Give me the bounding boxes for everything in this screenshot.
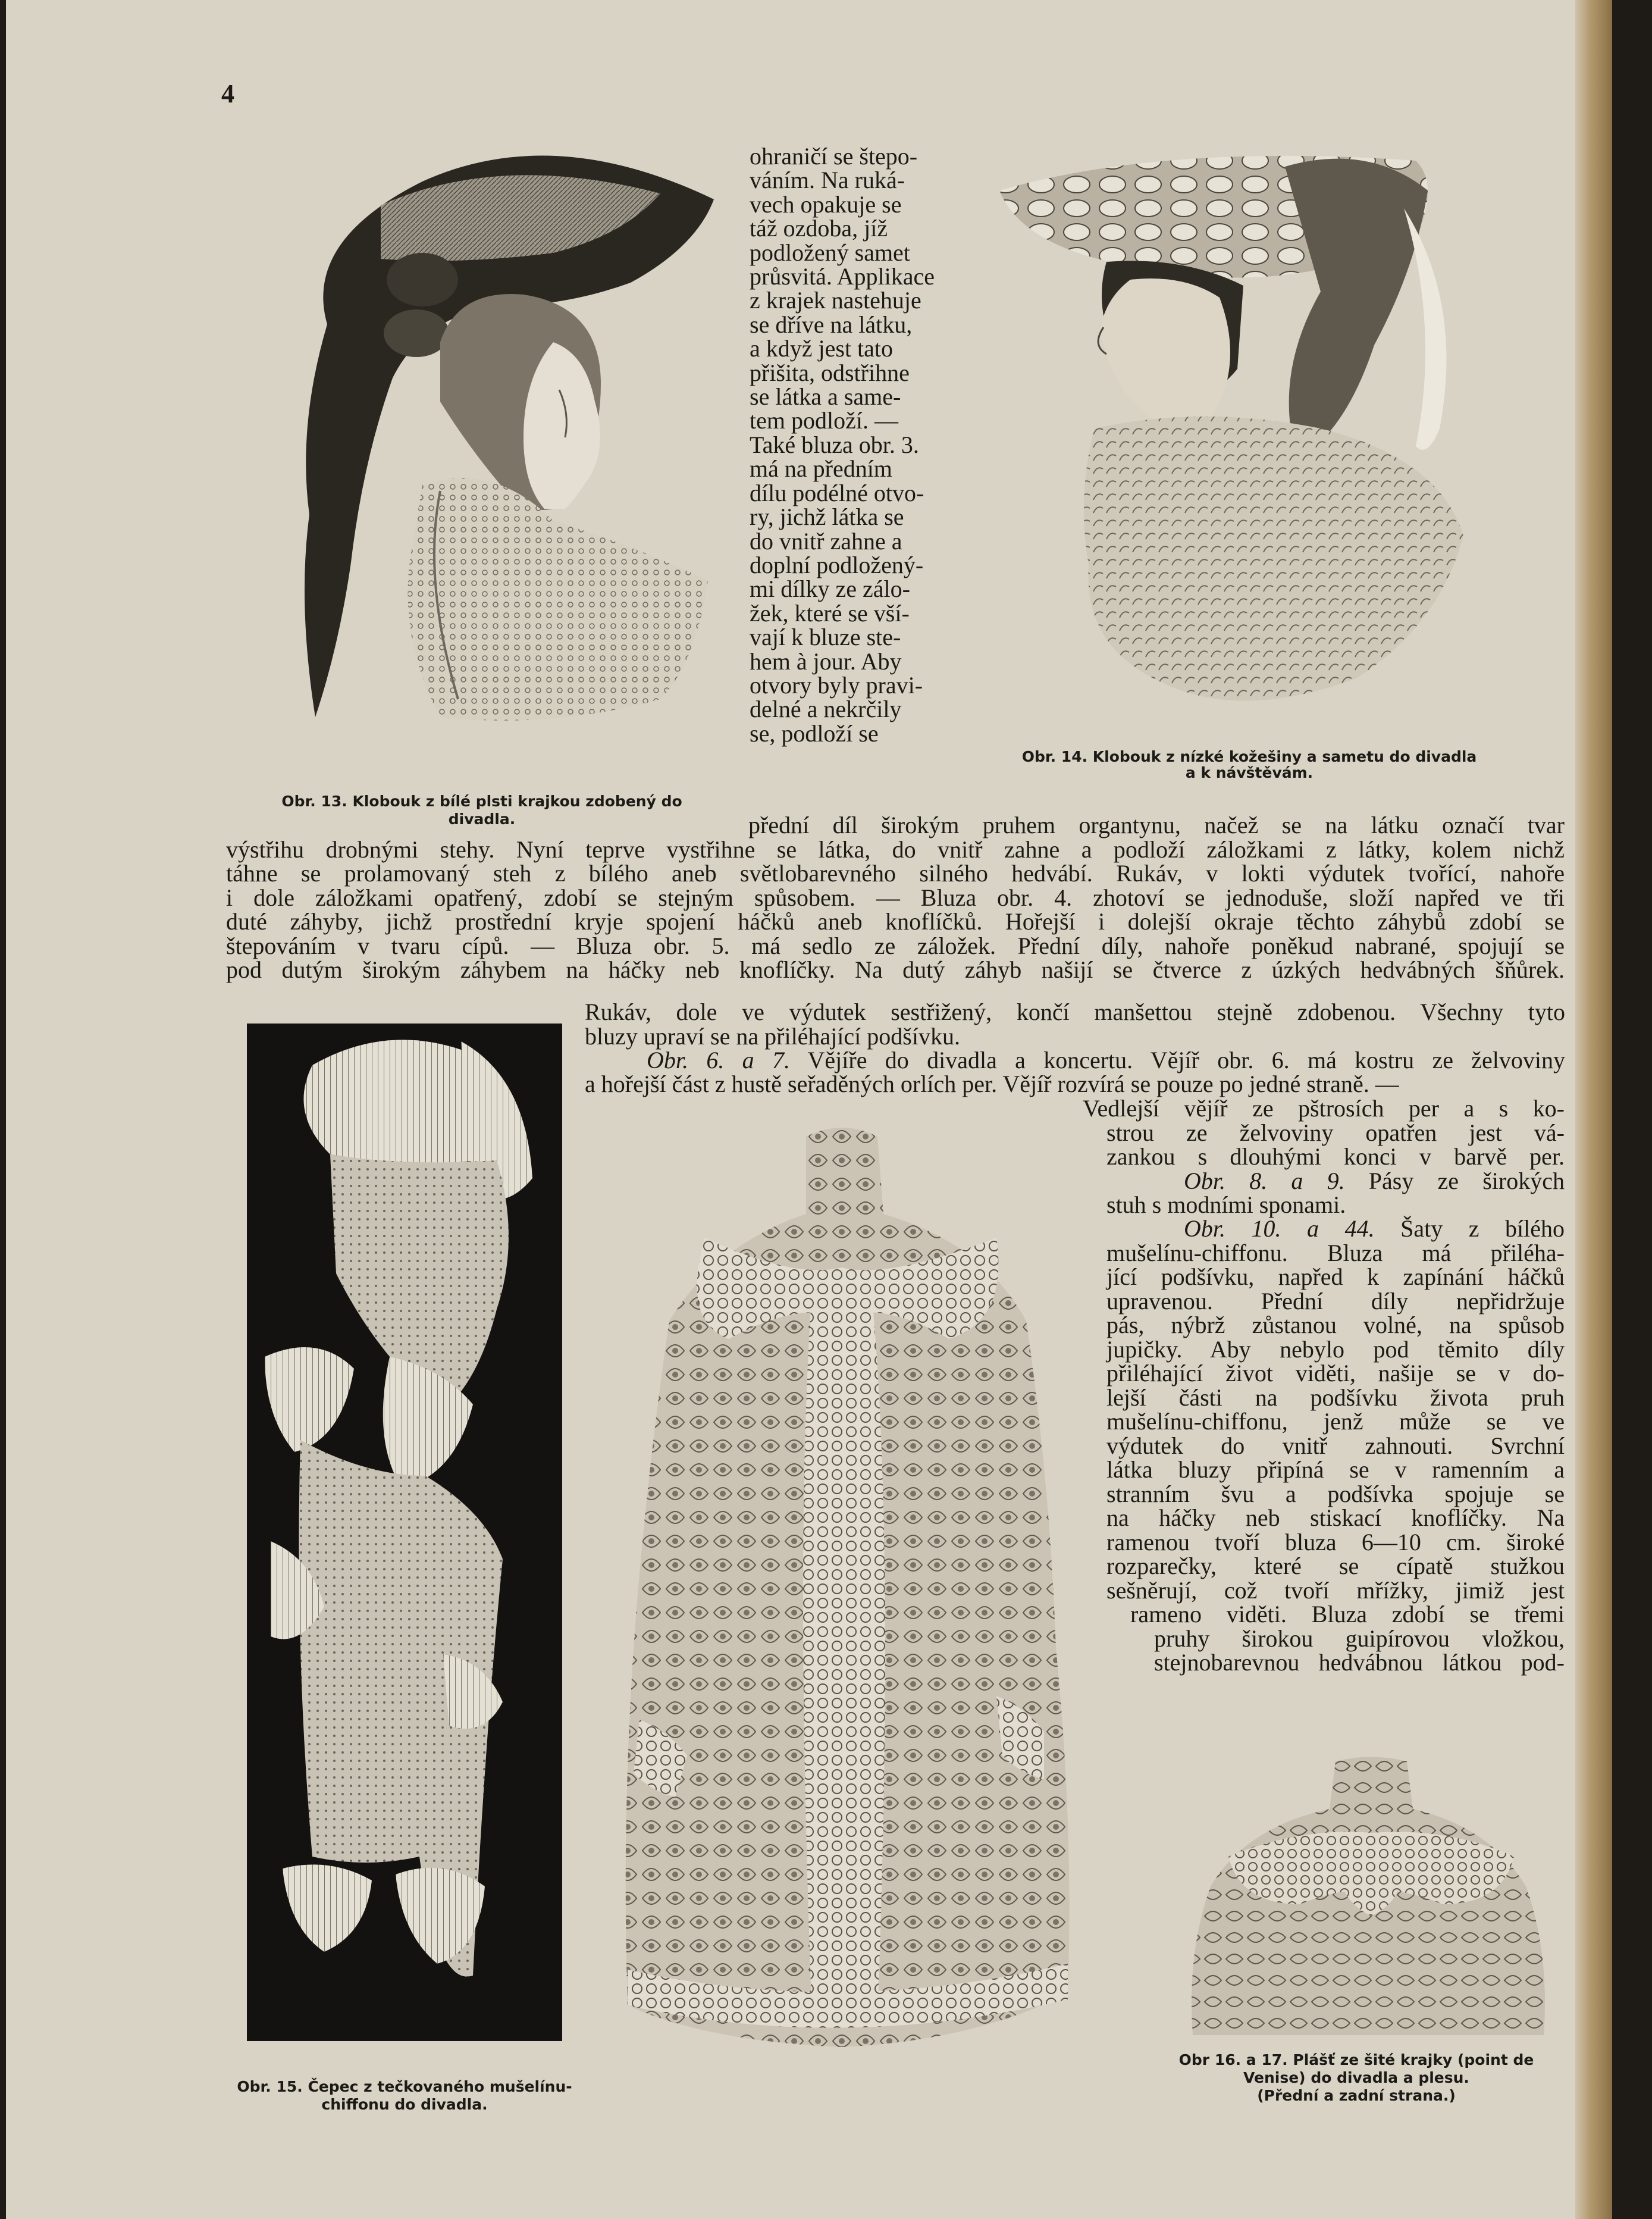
- text-line: stuh s modními sponami.: [1106, 1191, 1346, 1218]
- text-line: pod dutým širokým záhybem na háčky neb knoflíčky. Na dutý záhyb našijí se čtverce z úzkých hedvábných šňůrek.: [226, 956, 1565, 983]
- text-line: [1184, 1217, 1565, 1241]
- text-line: se látka a same-: [750, 383, 901, 411]
- text-line: táž ozdoba, jíž: [750, 215, 888, 242]
- text-line: pruhy širokou guipírovou vložkou,: [1154, 1625, 1565, 1652]
- text-line: ohraničí se štepo-: [750, 143, 918, 170]
- page-sheet: [6, 0, 1612, 2219]
- fig16-caption-line1: Obr 16. a 17. Plášť ze šité krajky (point de: [1178, 2051, 1534, 2068]
- right-text-column: [1083, 1097, 1565, 1675]
- fig13-caption: Obr. 13. Klobouk z bílé plsti krajkou zdobený do divadla.: [281, 793, 682, 828]
- text-line: štepováním v tvaru cípů. — Bluza obr. 5. má sedlo ze záložek. Přední díly, nahoře poněkud nabrané, spojují se: [226, 932, 1565, 959]
- fig15-caption-line2: chiffonu do divadla.: [321, 2096, 488, 2113]
- hat-13-illustration: [244, 128, 714, 741]
- text-line: [647, 1046, 1565, 1073]
- text-line: mušelínu-chiffonu. Bluza má přiléha-: [1106, 1239, 1565, 1266]
- fig14-caption-line2: a k návštěvám.: [1185, 764, 1314, 781]
- text-line: a hořejší část z hustě seřaděných orlích per. Vějíř rozvírá se pouze po jedné straně. —: [585, 1071, 1399, 1098]
- text-line: sešněrují, což tvoří mřížky, jimiž jest: [1106, 1576, 1565, 1604]
- top-text-column: [750, 145, 952, 746]
- text-line: dílu podélné otvo-: [750, 479, 924, 506]
- text-line: Vedlejší vějíř ze pštrosích per a s ko-: [1083, 1095, 1565, 1122]
- text-line: se, podloží se: [750, 719, 879, 747]
- figure-reference: Obr. 6. a 7.: [647, 1046, 790, 1073]
- text-line: pás, nýbrž zůstanou volné, na spůsob: [1106, 1312, 1565, 1339]
- text-line: stranním švu a podšívka spojuje se: [1106, 1480, 1565, 1507]
- text-line: otvory byly pravi-: [750, 671, 923, 699]
- text-line: průsvitá. Applikace: [750, 263, 935, 290]
- text-line: ry, jichž látka se: [750, 503, 904, 531]
- middle-text-block: [585, 1000, 1565, 1097]
- text-line: mi dílky ze zálo-: [750, 575, 910, 603]
- text-line: zankou s dlouhými konci v barvě per.: [1106, 1143, 1565, 1170]
- text-line: jupičky. Aby nebylo pod těmito díly: [1106, 1335, 1565, 1363]
- bonnet-15-illustration: [247, 1024, 562, 2041]
- text-line: lejší části na podšívku života pruh: [1106, 1384, 1565, 1411]
- figure-reference: Obr. 8. a 9.: [1184, 1167, 1345, 1194]
- text-line: vech opakuje se: [750, 190, 902, 218]
- text-line: ramenou tvoří bluza 6—10 cm. široké: [1106, 1528, 1565, 1556]
- book-page-edge: [1575, 0, 1612, 2219]
- fig16-caption-line2: Venise) do divadla a plesu.: [1243, 2069, 1469, 2086]
- fig15-caption-line1: Obr. 15. Čepec z tečkovaného mušelínu-: [237, 2078, 572, 2095]
- text-line: Také bluza obr. 3.: [750, 431, 919, 458]
- text-line: táhne se prolamovaný steh z bílého aneb světlobarevného silného hedvábí. Rukáv, v lokti výdutek tvořící, nahoře: [226, 860, 1565, 887]
- text-line: na háčky neb stiskací knoflíčky. Na: [1106, 1504, 1565, 1532]
- text-line: jící podšívku, napřed k zapínání háčků: [1106, 1263, 1565, 1291]
- text-line: se dříve na látku,: [750, 311, 913, 338]
- text-line: upravenou. Přední díly nepřidržuje: [1106, 1287, 1565, 1315]
- text-line: duté záhyby, jichž prostřední kryje spojení háčků aneb knoflíčků. Hořejší i dolejší okraje těchto záhybů zdobí se: [226, 908, 1565, 935]
- text-run: Šaty z bílého: [1374, 1215, 1565, 1242]
- text-line: přiléhající život viděti, našije se v do-: [1106, 1360, 1565, 1387]
- text-line: látka bluzy připíná se v ramenním a: [1106, 1456, 1565, 1483]
- wide-text-block: [226, 813, 1565, 982]
- text-line: do vnitř zahne a: [750, 527, 902, 555]
- figure-reference: Obr. 10. a 44.: [1184, 1215, 1375, 1242]
- text-line: rozparečky, které se cípatě stužkou: [1106, 1553, 1565, 1580]
- text-line: rameno viděti. Bluza zdobí se třemi: [1130, 1601, 1565, 1628]
- text-line: bluzy upraví se na přiléhající podšívku.: [585, 1022, 960, 1050]
- text-line: z krajek nastehuje: [750, 287, 921, 314]
- text-line: výstřihu drobnými stehy. Nyní teprve vystřihne se látka, do vnitř zahne a podloží záložkami z látky, kolem nichž: [226, 835, 1565, 863]
- text-line: Rukáv, dole ve výdutek sestřižený, končí manšettou stejně zdobenou. Všechny tyto: [585, 999, 1565, 1025]
- text-line: strou ze želvoviny opatřen jest vá-: [1106, 1119, 1565, 1146]
- page-number: 4: [221, 79, 234, 108]
- text-line: hem à jour. Aby: [750, 647, 902, 675]
- text-run: Pásy ze širokých: [1344, 1167, 1565, 1194]
- text-line: váním. Na ruká-: [750, 167, 905, 194]
- text-line: podložený samet: [750, 239, 910, 266]
- text-line: i dole záložkami opatřený, zdobí se stejným spůsobem. — Bluza obr. 4. zhotoví se jednoduše, složí napřed ve tři: [226, 884, 1565, 911]
- fig14-caption-line1: Obr. 14. Klobouk z nízké kožešiny a sametu do divadla: [1021, 748, 1477, 765]
- text-line: vají k bluze ste-: [750, 624, 901, 651]
- text-line: a když jest tato: [750, 335, 894, 362]
- coat-16-illustration: [616, 1125, 1074, 2053]
- text-line: stejnobarevnou hedvábnou látkou pod-: [1154, 1649, 1565, 1676]
- text-run: Vějíře do divadla a koncertu. Vějíř obr. 6. má kostru ze želvoviny: [789, 1046, 1565, 1073]
- text-line: doplní podložený-: [750, 551, 924, 578]
- hat-14-illustration: [988, 149, 1511, 726]
- text-line: žek, které se vší-: [750, 599, 910, 627]
- text-line: [1184, 1169, 1565, 1194]
- text-line: přišita, odstřihne: [750, 359, 910, 386]
- text-line: přední díl širokým pruhem organtynu, načež se na látku označí tvar: [748, 812, 1565, 838]
- text-line: výdutek do vnitř zahnouti. Svrchní: [1106, 1432, 1565, 1459]
- fig16-caption-line3: (Přední a zadní strana.): [1257, 2087, 1456, 2104]
- text-line: delné a nekrčily: [750, 696, 902, 723]
- coat-17-illustration: [1181, 1755, 1556, 2041]
- text-line: tem podloží. —: [750, 407, 898, 434]
- text-line: má na předním: [750, 455, 892, 483]
- text-line: mušelínu-chiffonu, jenž může se ve: [1106, 1408, 1565, 1435]
